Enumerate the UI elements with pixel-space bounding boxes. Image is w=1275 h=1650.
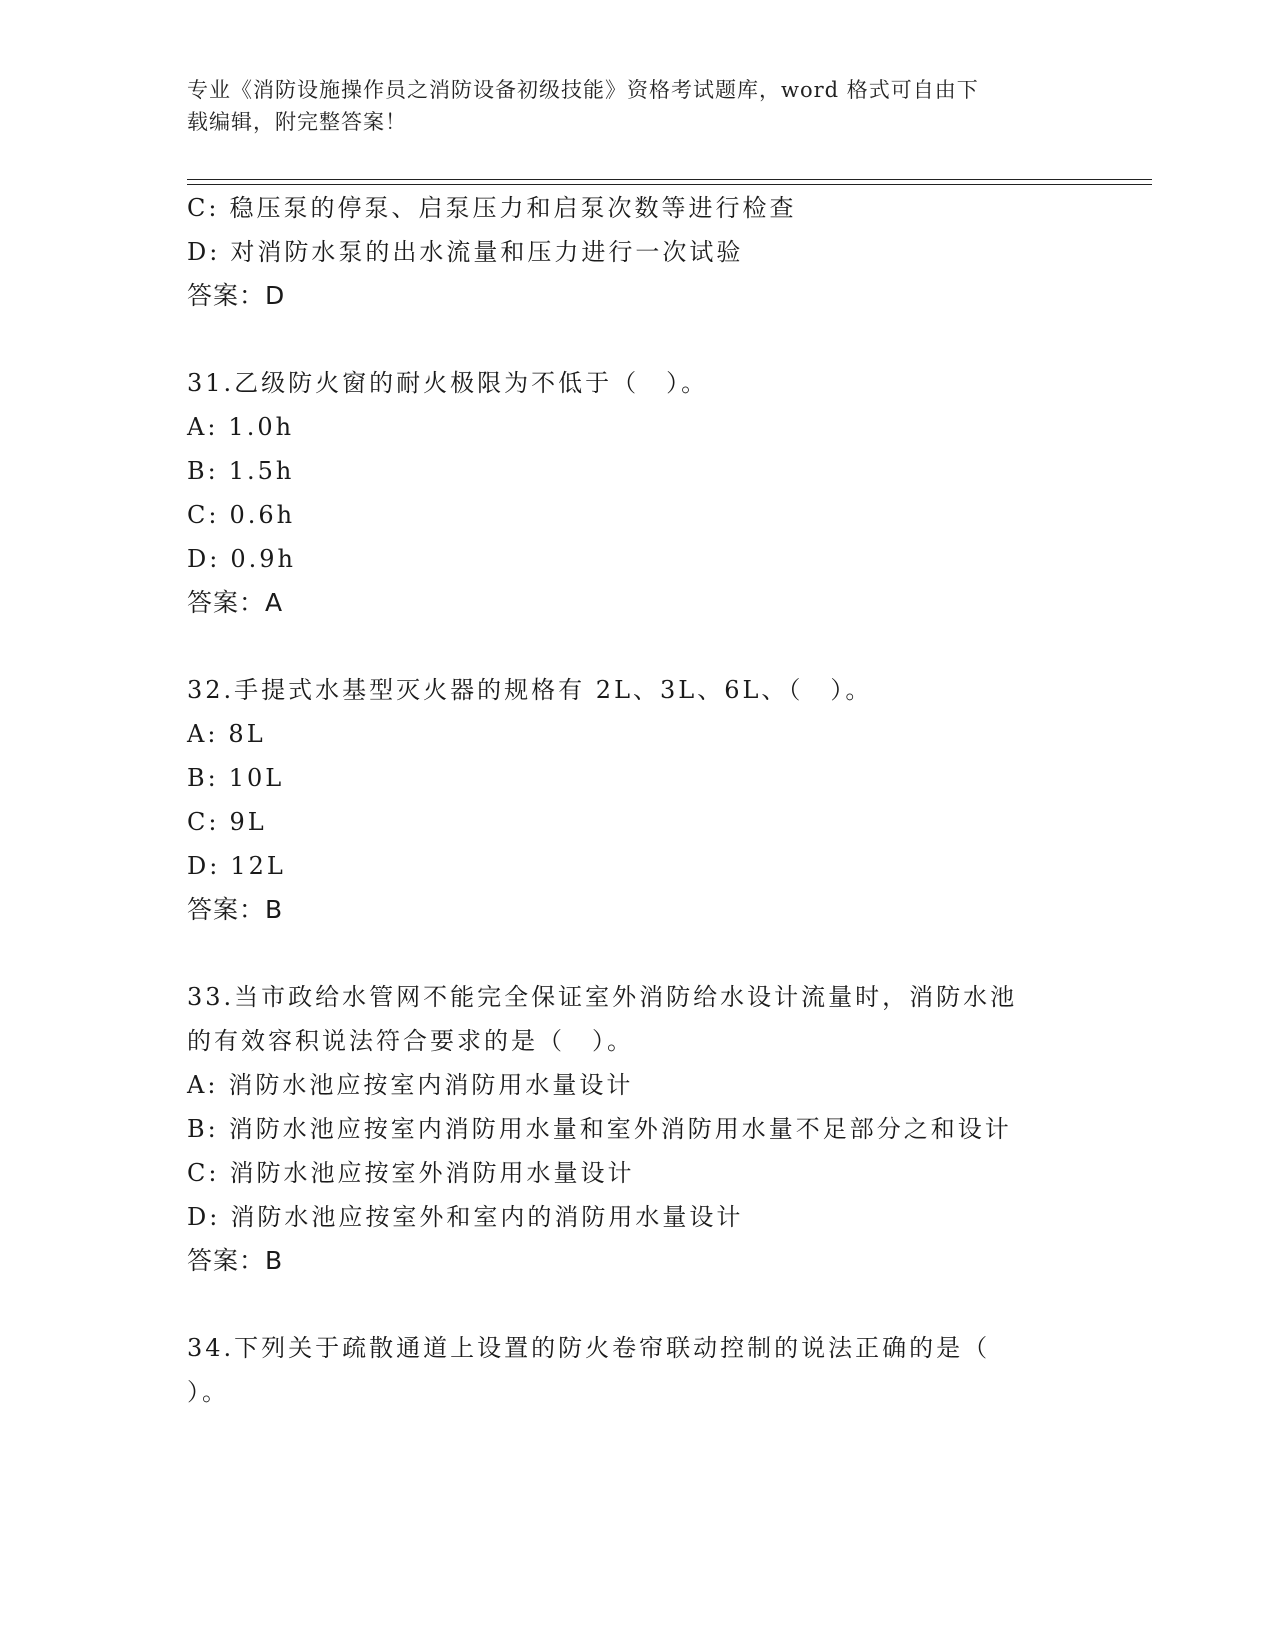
option-b: B: 消防水池应按室内消防用水量和室外消防用水量不足部分之和设计 (187, 1115, 1012, 1143)
answer-line: 答案：A (187, 588, 284, 617)
option-c: C: 0.6h (187, 501, 296, 529)
question-32-stem: 32.手提式水基型灭火器的规格有 2L、3L、6L、（ ）。 (187, 676, 873, 704)
question-33-stem-line-2: 的有效容积说法符合要求的是（ ）。 (187, 1027, 634, 1055)
option-a: A: 消防水池应按室内消防用水量设计 (187, 1071, 634, 1099)
answer-line: 答案：B (187, 1246, 284, 1275)
header-divider-bottom (187, 184, 1152, 185)
question-31-stem: 31.乙级防火窗的耐火极限为不低于（ ）。 (187, 369, 709, 397)
header-divider-top (187, 179, 1152, 180)
option-c: C: 消防水池应按室外消防用水量设计 (187, 1159, 635, 1187)
question-34-stem-line-1: 34.下列关于疏散通道上设置的防火卷帘联动控制的说法正确的是（ (187, 1334, 991, 1362)
question-33-stem-line-1: 33.当市政给水管网不能完全保证室外消防给水设计流量时，消防水池 (187, 983, 1018, 1011)
option-c: C: 稳压泵的停泵、启泵压力和启泵次数等进行检查 (187, 194, 797, 222)
option-d: D: 对消防水泵的出水流量和压力进行一次试验 (187, 238, 744, 266)
option-d: D: 消防水池应按室外和室内的消防用水量设计 (187, 1203, 744, 1231)
answer-line: 答案：D (187, 281, 286, 310)
option-d: D: 12L (187, 852, 286, 880)
option-c: C: 9L (187, 808, 267, 836)
header-line-1: 专业《消防设施操作员之消防设备初级技能》资格考试题库，word 格式可自由下 (187, 78, 979, 102)
option-b: B: 1.5h (187, 457, 295, 485)
option-a: A: 8L (187, 720, 266, 748)
option-d: D: 0.9h (187, 545, 296, 573)
option-a: A: 1.0h (187, 413, 295, 441)
option-b: B: 10L (187, 764, 285, 792)
document-header (187, 74, 1067, 138)
answer-line: 答案：B (187, 895, 284, 924)
header-line-2: 载编辑，附完整答案！ (187, 110, 407, 134)
question-34-stem-line-2: ）。 (187, 1378, 229, 1406)
